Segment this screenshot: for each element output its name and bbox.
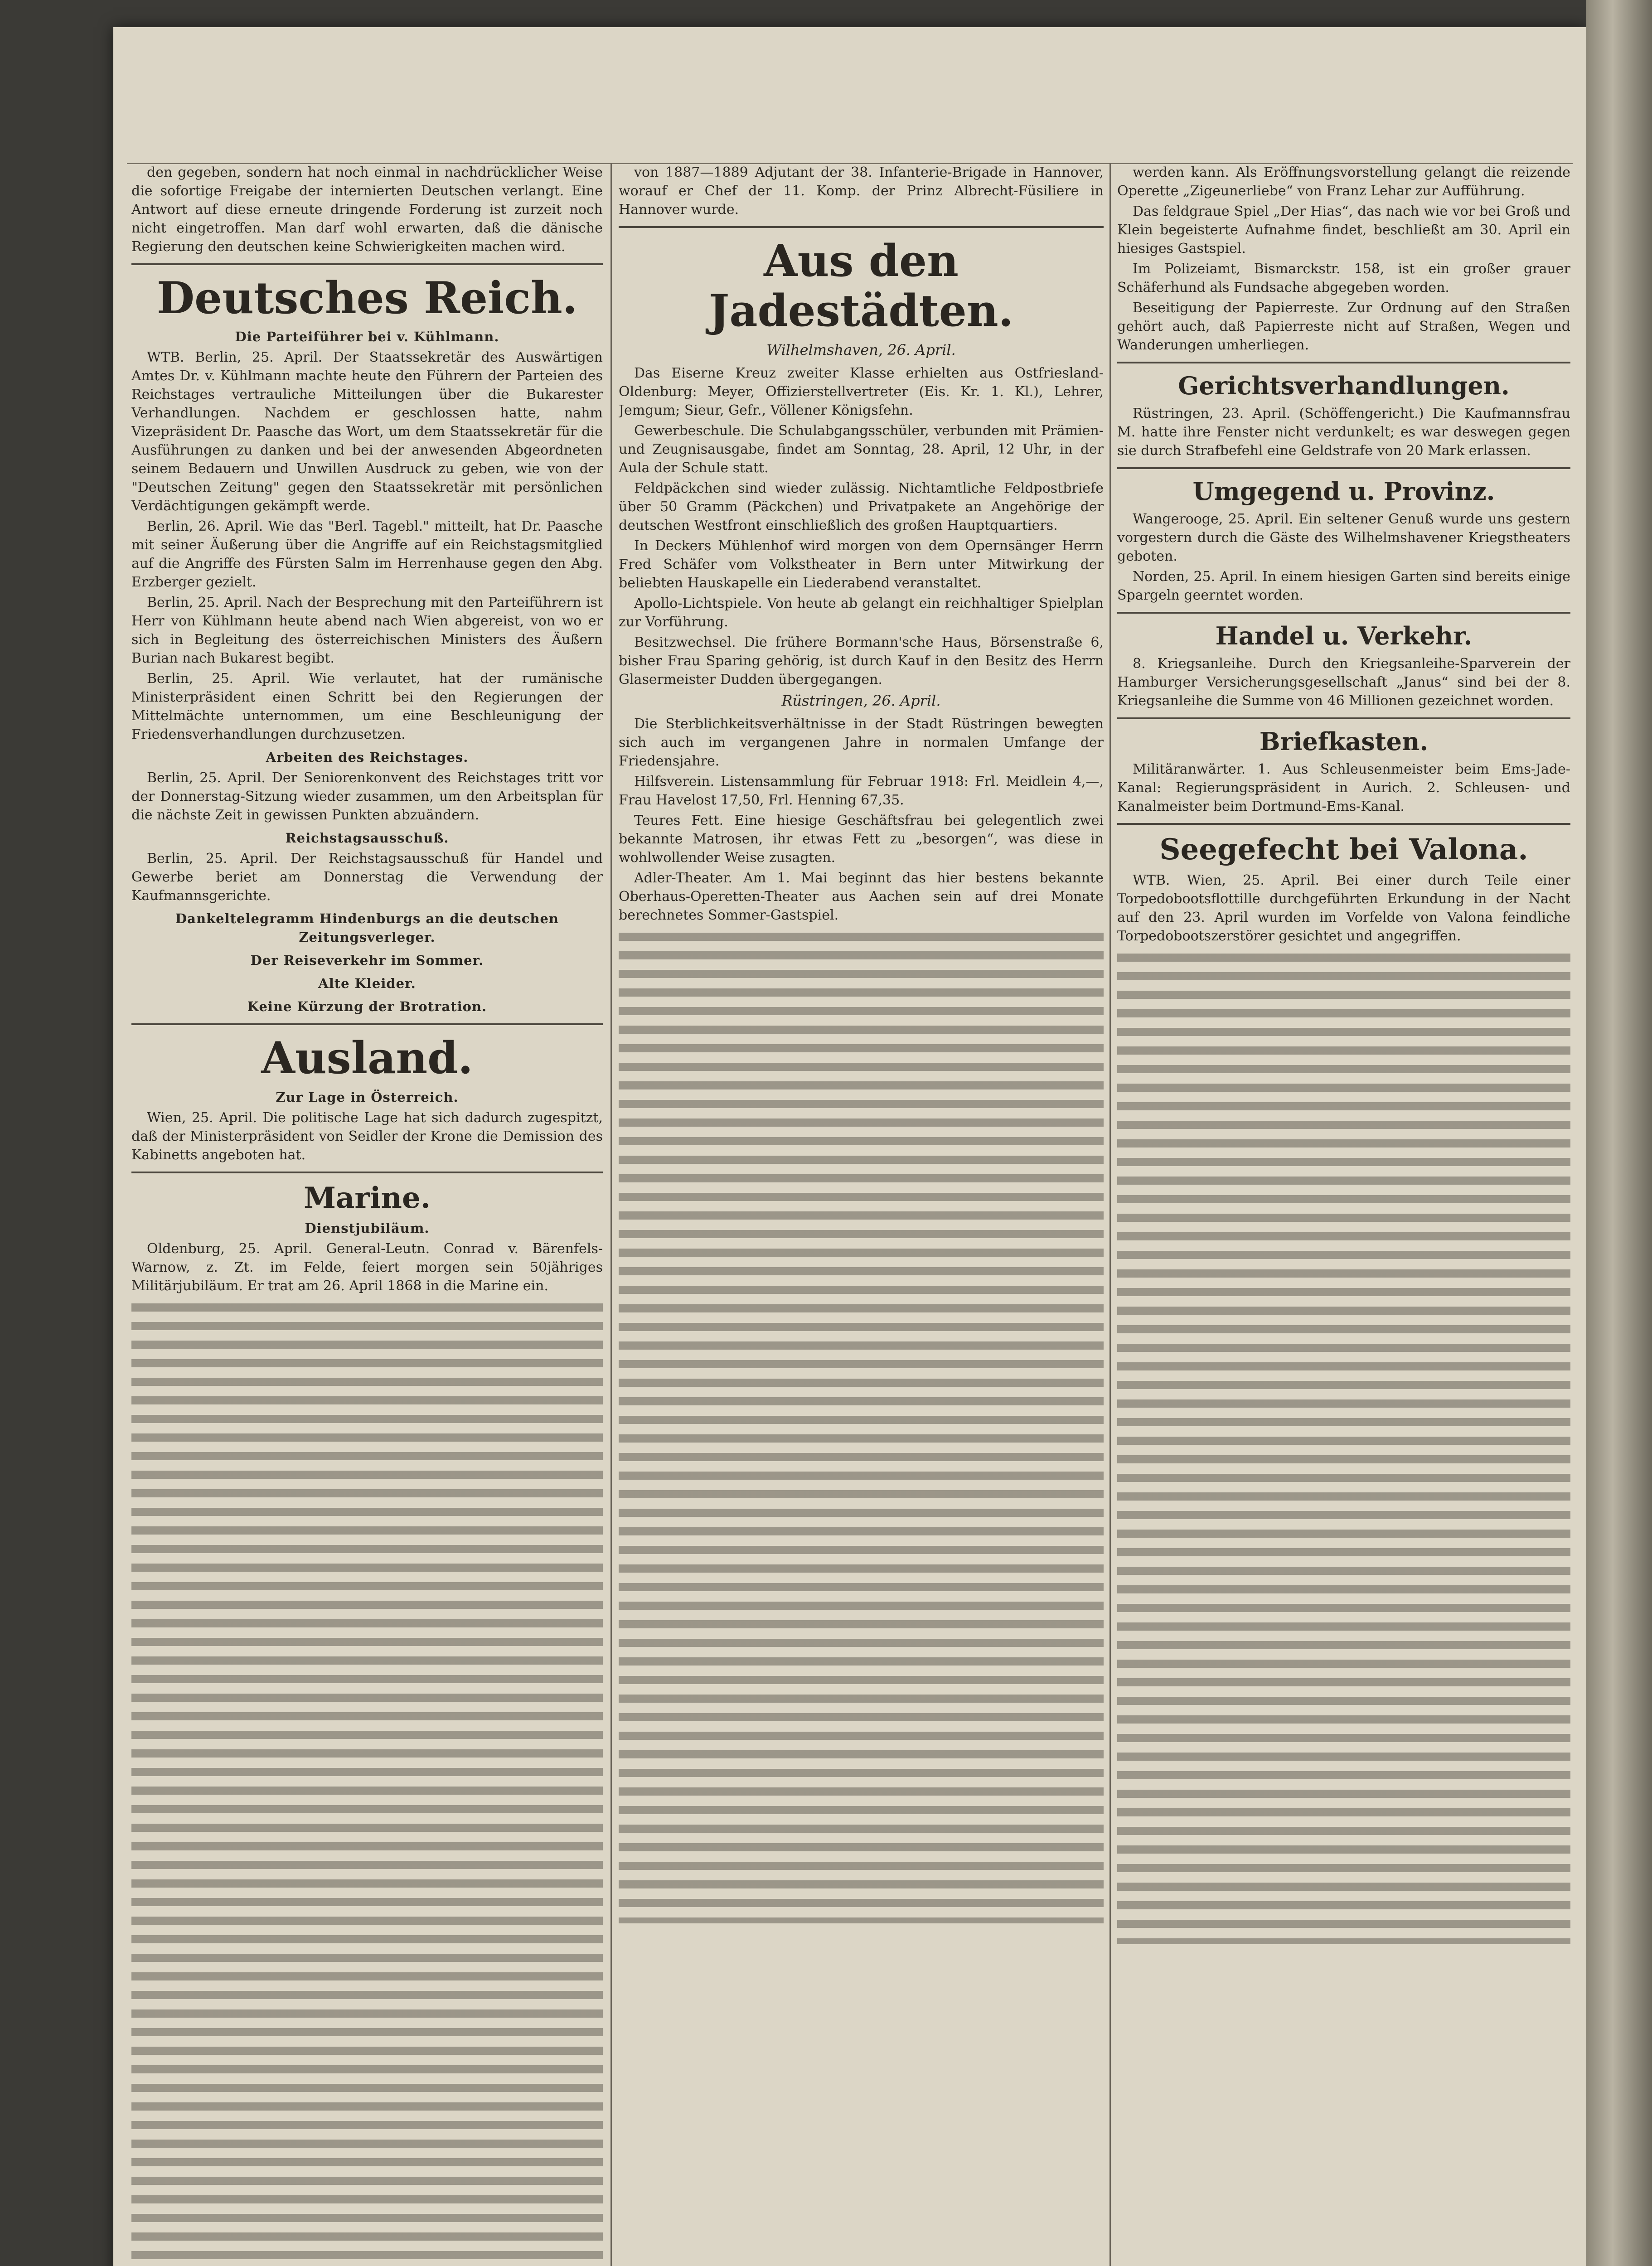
column-1	[131, 163, 603, 2266]
subhead: Reichstagsausschuß.	[285, 830, 449, 846]
dateline: Wilhelmshaven, 26. April.	[766, 341, 956, 358]
text-lines	[1117, 947, 1570, 1944]
heading-marine: Marine.	[304, 1181, 431, 1215]
column-rule-1	[610, 163, 612, 2266]
article-paragraph: Adler-Theater. Am 1. Mai beginnt das hier bestens bekannte Oberhaus-Operetten-Theater aus Aachen sein auf drei Monate berechnetes Sommer-Gastspiel.	[619, 870, 1104, 923]
section-rule	[131, 263, 603, 265]
section-rule	[1117, 612, 1570, 614]
article-paragraph: Die Sterblichkeitsverhältnisse in der Stadt Rüstringen bewegten sich auch im vergangenen Jahre in normalen Umfange der Friedensjahre.	[619, 716, 1104, 769]
heading-gerichtsverhandlungen: Gerichtsverhandlungen.	[1178, 371, 1510, 400]
heading-seegefecht-bei-valona: Seegefecht bei Valona.	[1159, 833, 1528, 867]
article-paragraph: Hilfsverein. Listensammlung für Februar 1918: Frl. Meidlein 4,—, Frau Havelost 17,50, Frl. Henning 67,35.	[619, 773, 1104, 808]
article-paragraph: Apollo-Lichtspiele. Von heute ab gelangt ein reichhaltiger Spielplan zur Vorführung.	[619, 595, 1104, 630]
subhead: Dienstjubiläum.	[305, 1220, 430, 1236]
article-paragraph: Besitzwechsel. Die frühere Bormann'sche Haus, Börsenstraße 6, bisher Frau Sparing gehörig, ist durch Kauf in den Besitz des Herrn Glasermeister Dudden übergegangen.	[619, 634, 1104, 688]
col2-intro: von 1887—1889 Adjutant der 38. Infanterie-Brigade in Hannover, worauf er Chef der 11. Komp. der Prinz Albrecht-Füsiliere in Hannover wurde.	[619, 165, 1104, 218]
article-paragraph: Berlin, 25. April. Nach der Besprechung mit den Parteiführern ist Herr von Kühlmann heute abend nach Wien abgereist, von wo er sich in Begleitung des österreichischen Ministers des Äußern Burian nach Bukarest begibt.	[131, 595, 603, 667]
section-rule	[1117, 717, 1570, 719]
section-rule	[131, 1172, 603, 1173]
heading-briefkasten: Briefkasten.	[1259, 727, 1429, 756]
article-paragraph: Oldenburg, 25. April. General-Leutn. Conrad v. Bärenfels-Warnow, z. Zt. im Felde, feiert morgen sein 50jähriges Militärjubiläum. Er trat am 26. April 1868 in die Marine ein.	[131, 1241, 603, 1294]
heading-deutsches-reich: Deutsches Reich.	[156, 272, 578, 324]
article-paragraph: Beseitigung der Papierreste. Zur Ordnung auf den Straßen gehört auch, daß Papierreste nicht auf Straßen, Wegen und Wanderungen umherliegen.	[1117, 300, 1570, 353]
column-2	[619, 163, 1104, 2266]
article-paragraph: Im Polizeiamt, Bismarckstr. 158, ist ein großer grauer Schäferhund als Fundsache abgegeben worden.	[1117, 261, 1570, 295]
col3-intro: werden kann. Als Eröffnungsvorstellung gelangt die reizende Operette „Zigeunerliebe“ von Franz Lehar zur Aufführung.	[1117, 165, 1570, 199]
subhead: Der Reiseverkehr im Sommer.	[250, 953, 484, 968]
dateline: Rüstringen, 26. April.	[781, 692, 941, 709]
article-paragraph: Teures Fett. Eine hiesige Geschäftsfrau bei gelegentlich zwei bekannte Matrosen, ihr etwas Fett zu „besorgen“, was diese in wohlwollender Weise zusagten.	[619, 812, 1104, 866]
column-3	[1117, 163, 1570, 2266]
subhead: Alte Kleider.	[318, 976, 416, 992]
section-rule	[131, 1023, 603, 1025]
article-paragraph: In Deckers Mühlenhof wird morgen von dem Opernsänger Herrn Fred Schäfer vom Volkstheater in Bern unter Mitwirkung der beliebten Hauskapelle ein Liederabend veranstaltet.	[619, 537, 1104, 591]
article-paragraph: WTB. Berlin, 25. April. Der Staatssekretär des Auswärtigen Amtes Dr. v. Kühlmann machte heute den Führern der Parteien des Reichstages vertrauliche Mitteilungen über die Bukarester Verhandlungen. Nachdem er geschlossen hatte, nahm Vizepräsident Dr. Paasche das Wort, um dem Staatssekretär für die Ausführungen zu danken und bei der anwesenden Abgeordneten seinem Bedauern und Unwillen Ausdruck zu geben, wie von der "Deutschen Zeitung" gegen den Staatssekretär mit persönlichen Verdächtigungen gekämpft werde.	[131, 349, 603, 514]
article-paragraph: Wien, 25. April. Die politische Lage hat sich dadurch zugespitzt, daß der Ministerpräsident von Seidler der Krone die Demission des Kabinetts angeboten hat.	[131, 1109, 603, 1163]
section-rule	[1117, 362, 1570, 363]
article-paragraph: WTB. Wien, 25. April. Bei einer durch Teile einer Torpedobootsflottille durchgeführten Erkundung in der Nacht auf den 23. April wurden im Vorfelde von Valona feindliche Torpedobootszerstörer gesichtet und angegriffen.	[1117, 872, 1570, 944]
article-paragraph: Berlin, 26. April. Wie das "Berl. Tagebl." mitteilt, hat Dr. Paasche mit seiner Äußerung über die Angriffe auf ein Reichstagsmitglied auf die Angriffe des Fürsten Salm im Herrenhause gegen den Abg. Erzberger gezielt.	[131, 518, 603, 591]
heading-aus-den-jadestaedten: Aus den Jadestädten.	[708, 235, 1014, 337]
page-edge	[1586, 0, 1652, 2266]
heading-ausland: Ausland.	[261, 1032, 473, 1084]
subhead: Zur Lage in Österreich.	[276, 1089, 459, 1105]
heading-umgegend-u-provinz: Umgegend u. Provinz.	[1192, 477, 1495, 506]
article-paragraph: Norden, 25. April. In einem hiesigen Garten sind bereits einige Spargeln geerntet worden.	[1117, 569, 1570, 604]
newspaper-page	[113, 27, 1586, 2266]
article-paragraph: Militäranwärter. 1. Aus Schleusenmeister beim Ems-Jade-Kanal: Regierungspräsident in Aurich. 2. Schleusen- und Kanalmeister beim Dortmund-Ems-Kanal.	[1117, 761, 1570, 815]
section-rule	[1117, 467, 1570, 469]
article-paragraph: Gewerbeschule. Die Schulabgangsschüler, verbunden mit Prämien- und Zeugnisausgabe, findet am Sonntag, 28. April, 12 Uhr, in der Aula der Schule statt.	[619, 422, 1104, 476]
article-paragraph: Rüstringen, 23. April. (Schöffengericht.) Die Kaufmannsfrau M. hatte ihre Fenster nicht verdunkelt; es war deswegen gegen sie durch Strafbefehl eine Geldstrafe von 20 Mark erlassen.	[1117, 406, 1570, 459]
subhead: Die Parteiführer bei v. Kühlmann.	[235, 329, 499, 345]
text-lines	[131, 1297, 603, 2266]
column-rule-2	[1109, 163, 1111, 2266]
section-rule	[1117, 823, 1570, 825]
col1-intro: den gegeben, sondern hat noch einmal in nachdrücklicher Weise die sofortige Freigabe der internierten Deutschen verlangt. Eine Antwort auf diese erneute dringende Forderung ist zurzeit noch nicht eingetroffen. Man darf wohl erwarten, daß die dänische Regierung den deutschen keine Schwierigkeiten machen wird.	[131, 165, 603, 255]
article-paragraph: Feldpäckchen sind wieder zulässig. Nichtamtliche Feldpostbriefe über 50 Gramm (Päckchen) und Privatpakete an Angehörige der deutschen Westfront einschließlich des großen Hauptquartiers.	[619, 480, 1104, 533]
article-paragraph: Berlin, 25. April. Der Reichstagsausschuß für Handel und Gewerbe beriet am Donnerstag die Verwendung der Kaufmannsgerichte.	[131, 851, 603, 904]
article-paragraph: Berlin, 25. April. Der Seniorenkonvent des Reichstages tritt vor der Donnerstag-Sitzung wieder zusammen, um den Arbeitsplan für die nächste Zeit in gewissen Punkten abzuändern.	[131, 770, 603, 823]
article-paragraph: Wangerooge, 25. April. Ein seltener Genuß wurde uns gestern vorgestern durch die Gäste des Wilhelmshavener Kriegstheaters geboten.	[1117, 511, 1570, 565]
article-paragraph: Das feldgraue Spiel „Der Hias“, das nach wie vor bei Groß und Klein begeisterte Aufnahme findet, beschließt am 30. April ein hiesiges Gastspiel.	[1117, 203, 1570, 257]
subhead: Arbeiten des Reichstages.	[266, 750, 469, 765]
subhead: Dankeltelegramm Hindenburgs an die deutschen Zeitungsverleger.	[175, 911, 559, 945]
section-rule	[619, 226, 1104, 228]
article-paragraph: Berlin, 25. April. Wie verlautet, hat der rumänische Ministerpräsident einen Schritt bei den Regierungen der Mittelmächte unternommen, um eine Beschleunigung der Friedensverhandlungen durchzusetzen.	[131, 671, 603, 743]
article-paragraph: 8. Kriegsanleihe. Durch den Kriegsanleihe-Sparverein der Hamburger Versicherungsgesellschaft „Janus“ sind bei der 8. Kriegsanleihe die Summe von 46 Millionen gezeichnet worden.	[1117, 656, 1570, 709]
text-lines	[619, 926, 1104, 1923]
heading-handel-u-verkehr: Handel u. Verkehr.	[1215, 621, 1473, 651]
subhead: Keine Kürzung der Brotration.	[247, 999, 487, 1015]
article-paragraph: Das Eiserne Kreuz zweiter Klasse erhielten aus Ostfriesland-Oldenburg: Meyer, Offizierstellvertreter (Eis. Kr. 1. Kl.), Lehrer, Jemgum; Sieur, Gefr., Völlener Königsfehn.	[619, 365, 1104, 418]
